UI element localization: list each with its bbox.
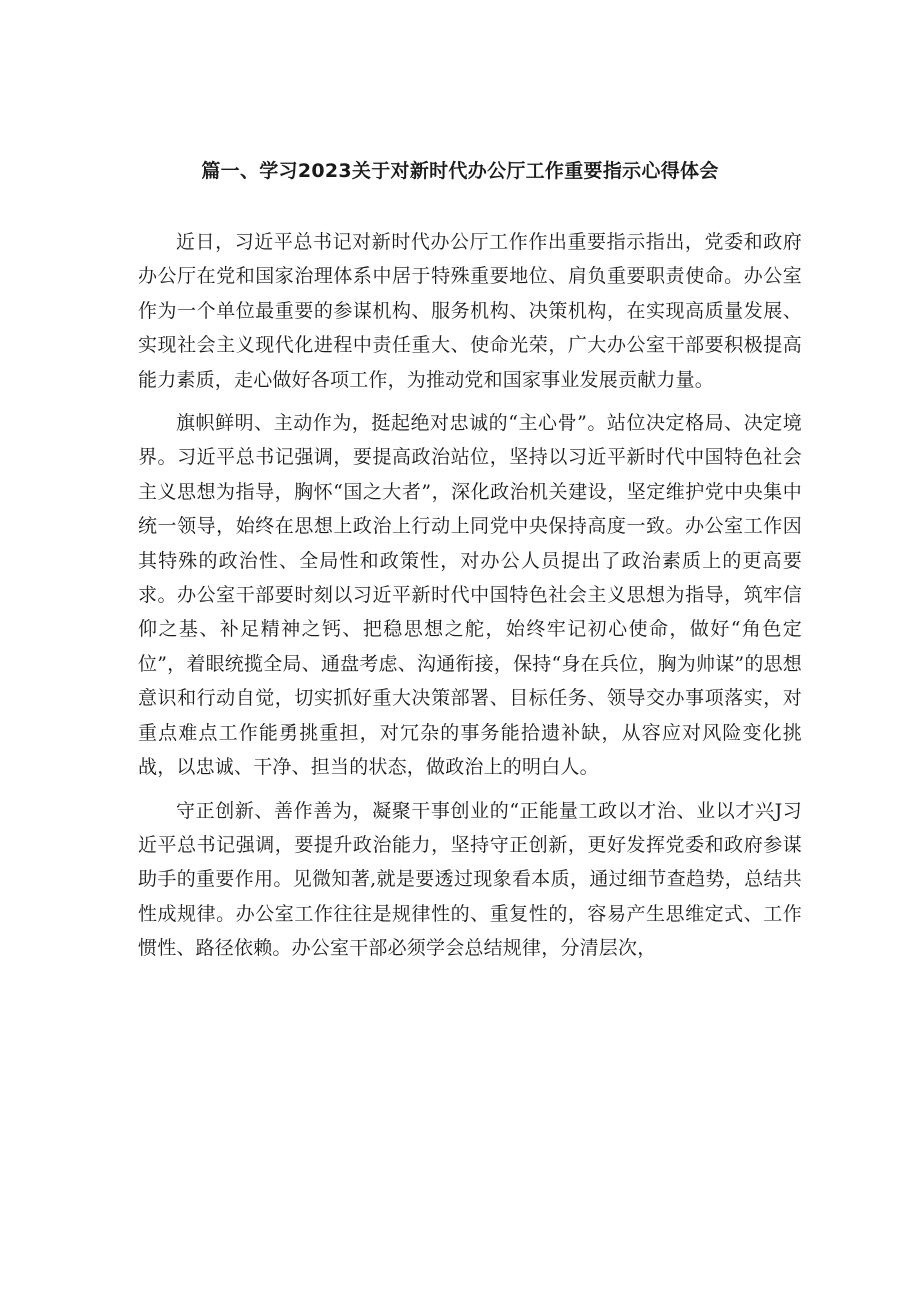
- document-title: 篇一、学习2023关于对新时代办公厅工作重要指示心得体会: [201, 160, 719, 182]
- document-body: [138, 225, 802, 975]
- paragraph-3: 守正创新、善作善为，凝聚干事创业的“正能量工政以才治、业以才兴J习近平总书记强调，要提升政治能力，坚持守正创新，更好发挥党委和政府参谋助手的重要作用。见微知著,就是要透过现象看本质，通过细节查趋势，总结共性成规律。办公室工作往往是规律性的、重复性的，容易产生思维定式、工作惯性、路径依赖。办公室干部必须学会总结规律，分清层次，: [138, 799, 802, 960]
- paragraph-1: 近日，习近平总书记对新时代办公厅工作作出重要指示指出，党委和政府办公厅在党和国家治理体系中居于特殊重要地位、肩负重要职责使命。办公室作为一个单位最重要的参谋机构、服务机构、决策机构，在实现高质量发展、实现社会主义现代化进程中责任重大、使命光荣，广大办公室干部要积极提高能力素质，走心做好各项工作，为推动党和国家事业发展贡献力量。: [138, 231, 802, 391]
- paragraph-2: 旗帜鲜明、主动作为，挺起绝对忠诚的“主心骨”。站位决定格局、决定境界。习近平总书记强调，要提高政治站位，坚持以习近平新时代中国特色社会主义思想为指导，胸怀“国之大者”，深化政治机关建设，坚定维护党中央集中统一领导，始终在思想上政治上行动上同党中央保持高度一致。办公室工作因其特殊的政治性、全局性和政策性，对办公人员提出了政治素质上的更高要求。办公室干部要时刻以习近平新时代中国特色社会主义思想为指导，筑牢信仰之基、补足精神之钙、把稳思想之舵，始终牢记初心使命，做好“角色定位”，着眼统揽全局、通盘考虑、沟通衔接，保持“身在兵位，胸为帅谋”的思想意识和行动自觉，切实抓好重大决策部署、目标任务、领导交办事项落实，对重点难点工作能勇挑重担，对冗杂的事务能拾遗补缺，从容应对风险变化挑战，以忠诚、干净、担当的状态，做政治上的明白人。: [138, 412, 802, 779]
